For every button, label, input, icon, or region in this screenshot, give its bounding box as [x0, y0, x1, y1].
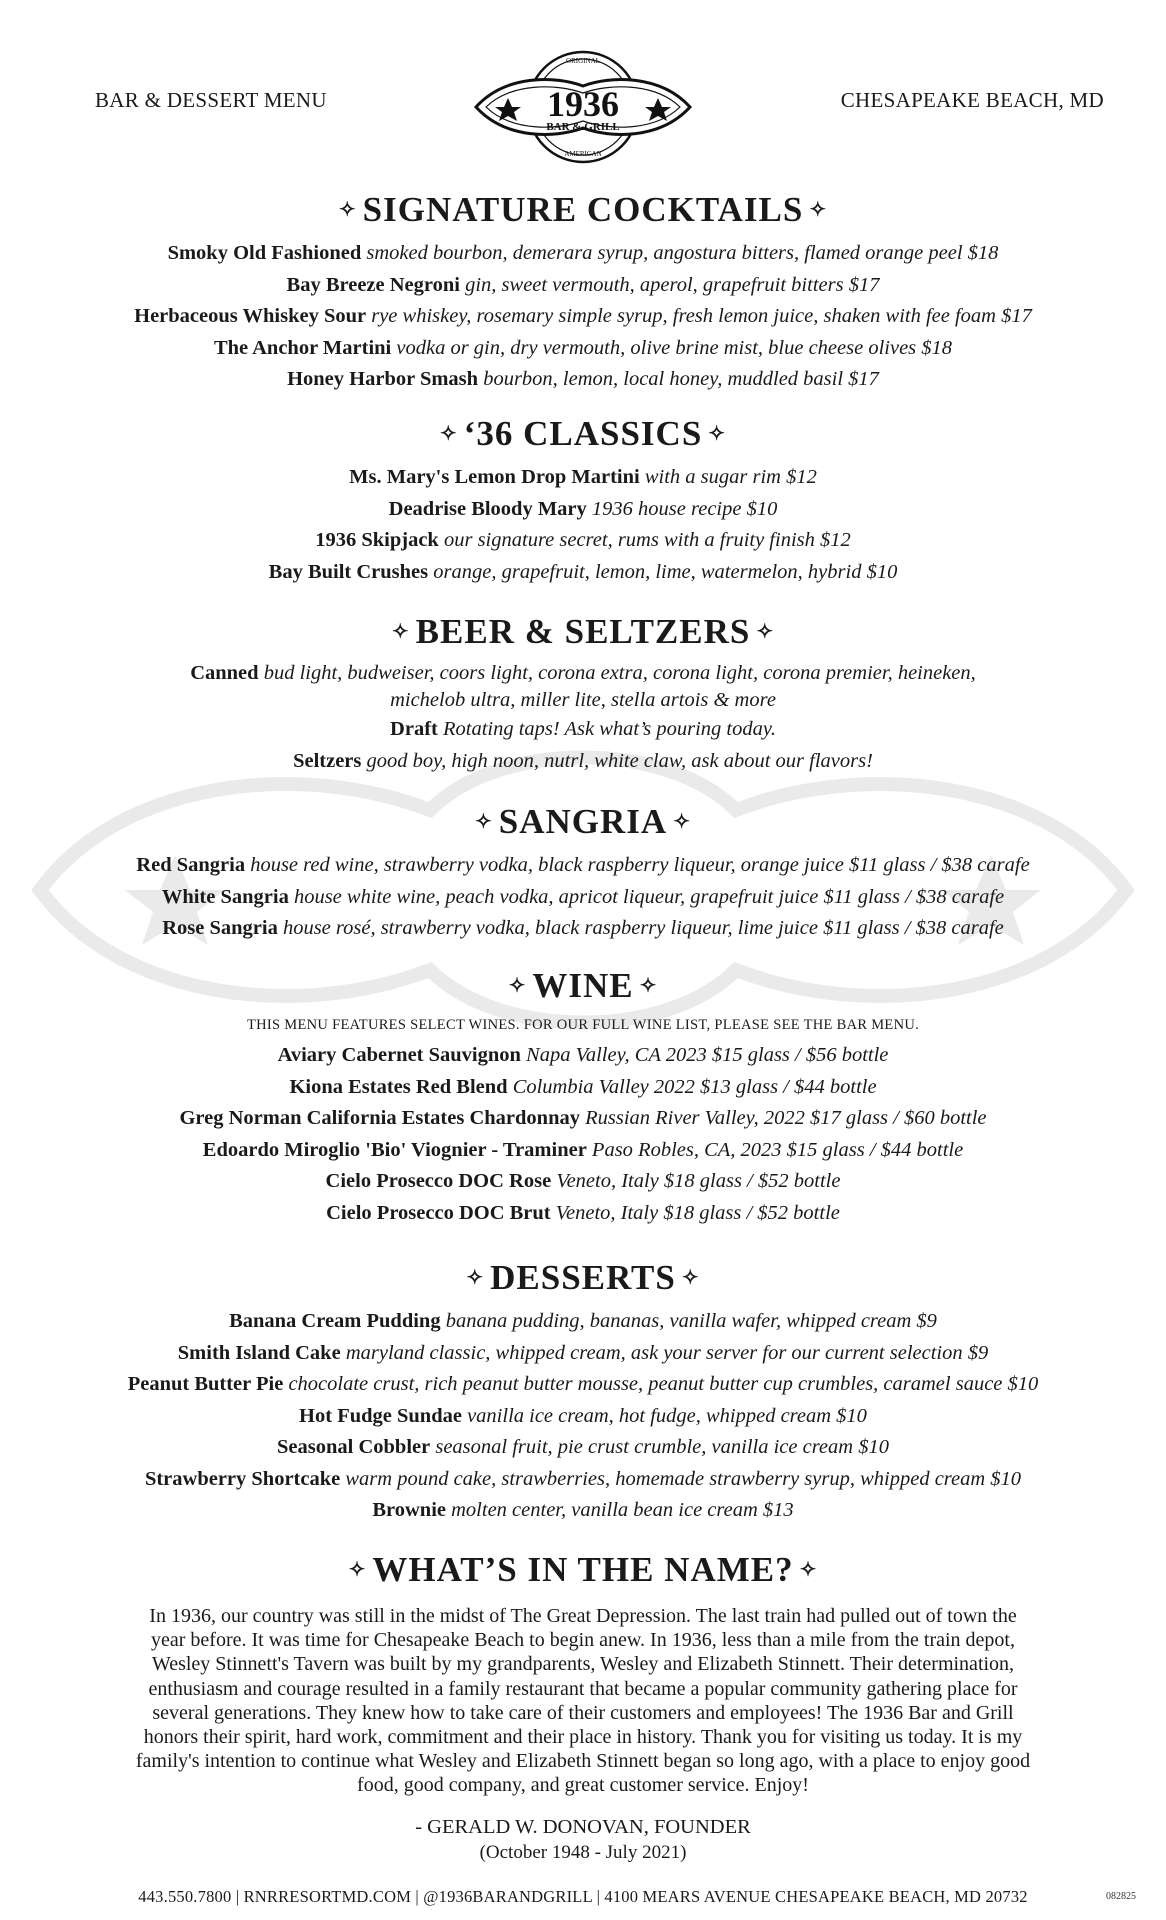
- item-name: Brownie: [372, 1499, 446, 1521]
- item-description: house rosé, strawberry vodka, black raspberry liqueur, lime juice $11 glass / $38 carafe: [282, 917, 1004, 939]
- item-name: Aviary Cabernet Sauvignon: [277, 1044, 521, 1066]
- ornament-right-icon: ✧: [639, 975, 658, 997]
- item-description: seasonal fruit, pie crust crumble, vanilla ice cream $10: [435, 1436, 889, 1458]
- item-description: house white wine, peach vodka, apricot liqueur, grapefruit juice $11 glass / $38 carafe: [293, 885, 1005, 908]
- menu-item: [0, 238, 1166, 270]
- menu-item: [0, 660, 1166, 714]
- menu-item: [0, 1306, 1166, 1338]
- item-name: Rose Sangria: [162, 917, 278, 939]
- item-name: Smith Island Cake: [177, 1341, 341, 1364]
- menu-item: [0, 301, 1166, 333]
- ornament-right-icon: ✧: [809, 199, 828, 221]
- item-description: vanilla ice cream, hot fudge, whipped cream $10: [467, 1404, 867, 1427]
- item-name: Bay Built Crushes: [268, 560, 429, 583]
- founder-signature: [0, 1815, 1166, 1865]
- menu-item: [0, 882, 1166, 914]
- item-description: banana pudding, bananas, vanilla wafer, whipped cream $9: [445, 1310, 937, 1332]
- menu-item: [0, 270, 1166, 302]
- menu-item: [0, 333, 1166, 365]
- menu-item: [0, 1464, 1166, 1496]
- item-list: [0, 238, 1166, 396]
- wine-list-note: THIS MENU FEATURES SELECT WINES. FOR OUR FULL WINE LIST, PLEASE SEE THE BAR MENU.: [246, 1017, 920, 1033]
- menu-item: [0, 462, 1166, 494]
- item-description: Columbia Valley 2022 $13 glass / $44 bottle: [512, 1075, 877, 1098]
- ornament-right-icon: ✧: [673, 811, 691, 833]
- item-name: Peanut Butter Pie: [127, 1373, 284, 1395]
- item-description: bud light, budweiser, coors light, corona extra, corona light, corona premier, heineken,: [263, 662, 976, 684]
- section-title: SIGNATURE COCKTAILS: [362, 190, 804, 229]
- item-name: Seasonal Cobbler: [277, 1436, 431, 1458]
- item-name: Canned: [190, 662, 259, 684]
- logo-main-text: 1936: [547, 84, 619, 124]
- menu-item: [0, 364, 1166, 396]
- item-description: house red wine, strawberry vodka, black raspberry liqueur, orange juice $11 glass / $38 carafe: [250, 854, 1030, 876]
- menu-item: [0, 1495, 1166, 1527]
- story-line: year before. It was time for Chesapeake Beach to begin anew. In 1936, less than a mile from the train depot,: [151, 1629, 1015, 1652]
- item-description: Veneto, Italy $18 glass / $52 bottle: [556, 1170, 841, 1192]
- section-whats-in-the-name: [0, 1550, 1166, 1590]
- item-list: [0, 850, 1166, 945]
- logo-top-text: ORIGINAL: [566, 57, 600, 65]
- contact-footer: 443.550.7800 | RNRRESORTMD.COM | @1936BARANDGRILL | 4100 MEARS AVENUE CHESAPEAKE BEACH, MD 20732: [138, 1887, 1028, 1906]
- ornament-right-icon: ✧: [799, 1559, 818, 1581]
- ornament-right-icon: ✧: [756, 621, 775, 643]
- menu-item: [0, 1040, 1166, 1072]
- item-name: Greg Norman California Estates Chardonnay: [179, 1107, 580, 1129]
- section-sangria: [0, 802, 1166, 945]
- item-description: good boy, high noon, nutrl, white claw, ask about our flavors!: [366, 749, 873, 772]
- item-description: rye whiskey, rosemary simple syrup, fresh lemon juice, shaken with fee foam $17: [371, 305, 1032, 327]
- item-description: gin, sweet vermouth, aperol, grapefruit bitters $17: [465, 273, 880, 296]
- ornament-right-icon: ✧: [681, 1267, 700, 1289]
- ornament-left-icon: ✧: [348, 1559, 367, 1581]
- ornament-left-icon: ✧: [391, 621, 410, 643]
- item-name: Ms. Mary's Lemon Drop Martini: [349, 466, 640, 488]
- ornament-left-icon: ✧: [508, 975, 527, 997]
- founder-story: [80, 1604, 1086, 1798]
- signature-dates: (October 1948 - July 2021): [479, 1842, 687, 1863]
- section-title: WHAT’S IN THE NAME?: [372, 1550, 794, 1589]
- item-name: Red Sangria: [136, 854, 246, 876]
- story-line: food, good company, and great customer service. Enjoy!: [357, 1774, 809, 1797]
- item-name: Herbaceous Whiskey Sour: [134, 305, 367, 327]
- section-title: BEER & SELTZERS: [415, 612, 751, 651]
- menu-item: [0, 850, 1166, 882]
- menu-type-label: BAR & DESSERT MENU: [95, 88, 327, 112]
- item-description: smoked bourbon, demerara syrup, angostura bitters, flamed orange peel $18: [366, 242, 999, 264]
- section-title: DESSERTS: [490, 1258, 676, 1297]
- ornament-left-icon: ✧: [338, 199, 357, 221]
- ornament-left-icon: ✧: [466, 1267, 485, 1289]
- story-line: family's intention to continue what Wesley and Elizabeth Stinnett began so long ago, with a place to enjoy good: [135, 1750, 1031, 1773]
- item-name: Kiona Estates Red Blend: [289, 1075, 508, 1098]
- item-name: Hot Fudge Sundae: [299, 1404, 462, 1427]
- menu-item: [0, 1103, 1166, 1135]
- item-name: 1936 Skipjack: [315, 529, 439, 551]
- item-name: Cielo Prosecco DOC Rose: [325, 1170, 552, 1192]
- item-description: molten center, vanilla bean ice cream $13: [451, 1499, 794, 1521]
- item-description: Russian River Valley, 2022 $17 glass / $60 bottle: [585, 1107, 987, 1129]
- logo-sub-text: BAR & GRILL: [546, 121, 620, 133]
- item-description: 1936 house recipe $10: [591, 497, 778, 520]
- menu-item: [0, 557, 1166, 589]
- menu-item: [0, 746, 1166, 778]
- story-line: several generations. They knew how to take care of their customers and employees! The 1936 Bar and Grill: [152, 1701, 1014, 1724]
- item-description: chocolate crust, rich peanut butter mousse, peanut butter cup crumbles, caramel sauce $10: [288, 1373, 1039, 1395]
- ornament-left-icon: ✧: [475, 811, 493, 833]
- item-description: our signature secret, rums with a fruity finish $12: [443, 529, 851, 551]
- section-title: WINE: [532, 966, 634, 1005]
- item-description: Veneto, Italy $18 glass / $52 bottle: [555, 1201, 840, 1224]
- menu-item: [0, 1369, 1166, 1401]
- section-title: ‘36 CLASSICS: [463, 414, 703, 453]
- story-line: enthusiasm and courage resulted in a family restaurant that became a popular community gathering place for: [148, 1677, 1018, 1700]
- section-36-classics: [0, 414, 1166, 588]
- location-label: CHESAPEAKE BEACH, MD: [840, 88, 1104, 112]
- logo-bottom-text: AMERICAN: [564, 150, 602, 158]
- menu-item: [0, 1338, 1166, 1370]
- item-description-cont: michelob ultra, miller lite, stella artois & more: [390, 689, 776, 711]
- item-list: [0, 1040, 1166, 1229]
- item-description: Napa Valley, CA 2023 $15 glass / $56 bottle: [526, 1044, 889, 1066]
- menu-header: [0, 0, 1166, 180]
- item-name: Honey Harbor Smash: [287, 368, 479, 390]
- item-name: Bay Breeze Negroni: [286, 273, 460, 296]
- menu-item: [0, 714, 1166, 746]
- story-line: In 1936, our country was still in the midst of The Great Depression. The last train had pulled out of town the: [149, 1605, 1017, 1627]
- menu-item: [0, 1166, 1166, 1198]
- item-list: [0, 1306, 1166, 1527]
- ornament-left-icon: ✧: [439, 423, 458, 445]
- item-description: bourbon, lemon, local honey, muddled basil $17: [483, 368, 879, 390]
- menu-item: [0, 525, 1166, 557]
- item-name: Cielo Prosecco DOC Brut: [326, 1201, 551, 1224]
- item-description: vodka or gin, dry vermouth, olive brine mist, blue cheese olives $18: [396, 336, 953, 359]
- item-name: Smoky Old Fashioned: [167, 242, 362, 264]
- item-list: [0, 462, 1166, 588]
- item-name: White Sangria: [161, 885, 289, 908]
- brand-logo: [466, 46, 700, 168]
- menu-item: [0, 494, 1166, 526]
- item-name: Edoardo Miroglio 'Bio' Viognier - Traminer: [202, 1138, 587, 1161]
- section-signature-cocktails: [0, 190, 1166, 396]
- item-name: Strawberry Shortcake: [144, 1467, 341, 1490]
- story-line: honors their spirit, hard work, commitment and their place in history. Thank you for visiting us today. It is my: [143, 1726, 1023, 1749]
- print-code: 082825: [1106, 1891, 1136, 1902]
- item-description: with a sugar rim $12: [644, 466, 817, 488]
- item-description: Rotating taps! Ask what’s pouring today.: [442, 718, 776, 740]
- item-name: Banana Cream Pudding: [229, 1310, 441, 1332]
- item-description: orange, grapefruit, lemon, lime, watermelon, hybrid $10: [433, 560, 898, 583]
- story-line: Wesley Stinnett's Tavern was built by my grandparents, Wesley and Elizabeth Stinnett. Their determination,: [151, 1653, 1015, 1676]
- item-description: Paso Robles, CA, 2023 $15 glass / $44 bottle: [591, 1138, 964, 1161]
- section-wine: [0, 966, 1166, 1229]
- ornament-right-icon: ✧: [708, 423, 727, 445]
- item-description: warm pound cake, strawberries, homemade strawberry syrup, whipped cream $10: [345, 1467, 1022, 1490]
- signature-name: - GERALD W. DONOVAN, FOUNDER: [415, 1816, 751, 1838]
- menu-item: [0, 1401, 1166, 1433]
- menu-item: [0, 913, 1166, 945]
- section-desserts: [0, 1258, 1166, 1527]
- menu-item: [0, 1135, 1166, 1167]
- menu-item: [0, 1072, 1166, 1104]
- section-beer-seltzers: [0, 612, 1166, 777]
- menu-item: [0, 1432, 1166, 1464]
- item-name: The Anchor Martini: [213, 336, 392, 359]
- section-title: SANGRIA: [498, 802, 668, 841]
- item-list: [0, 660, 1166, 777]
- item-name: Seltzers: [293, 749, 362, 772]
- item-description: maryland classic, whipped cream, ask your server for our current selection $9: [345, 1341, 989, 1364]
- item-name: Deadrise Bloody Mary: [388, 497, 587, 520]
- menu-item: [0, 1198, 1166, 1230]
- item-name: Draft: [390, 718, 438, 740]
